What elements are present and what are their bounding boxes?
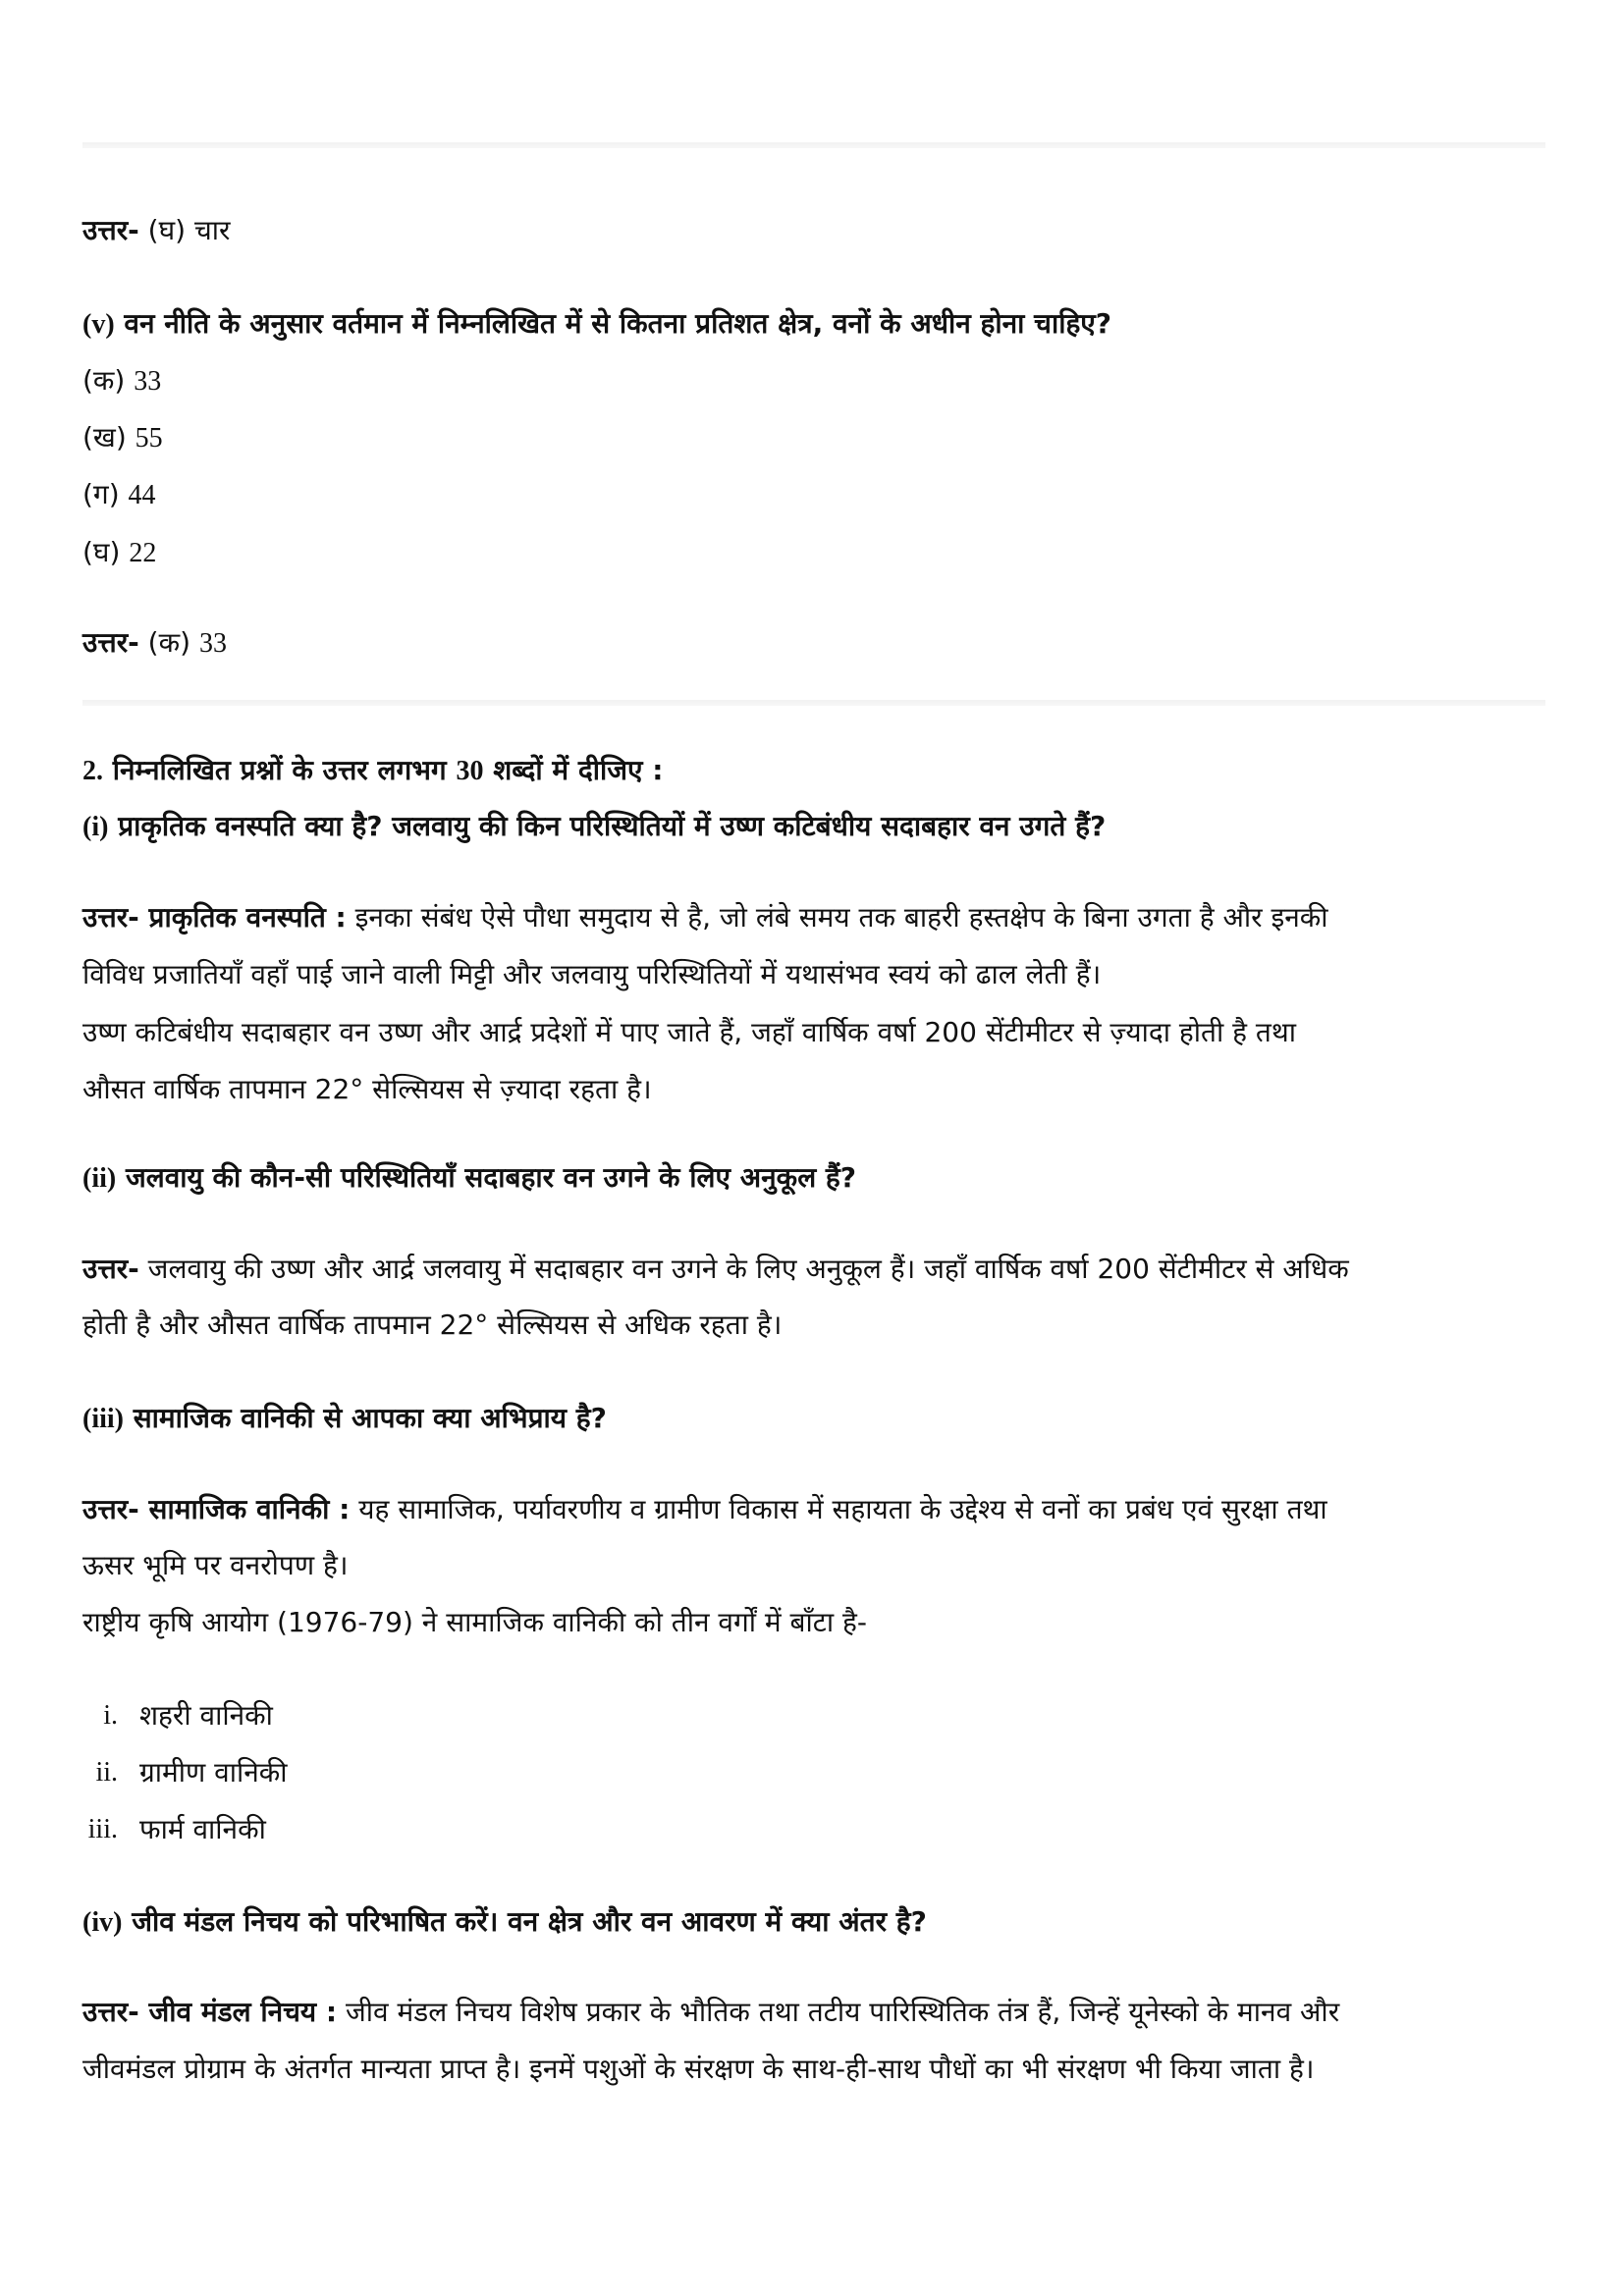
answer-v (82, 623, 227, 664)
question-text: वन नीति के अनुसार वर्तमान में निम्नलिखित में से कितना प्रतिशत क्षेत्र, वनों के अधीन होना चाहिए? (124, 307, 1112, 340)
list-number: i. (103, 1700, 118, 1731)
question-iii (82, 1399, 607, 1439)
option-value: 55 (135, 423, 163, 454)
section-number: 2. (82, 756, 103, 786)
question-i (82, 807, 1106, 847)
option-marker: (ख) (82, 421, 127, 454)
answer-ii-line-1 (82, 1250, 1349, 1289)
question-number: (v) (82, 309, 115, 340)
answer-value: 33 (198, 628, 227, 659)
answer-label: उत्तर- (82, 626, 139, 659)
option-marker: (ग) (82, 478, 120, 510)
answer-i-line-4: औसत वार्षिक तापमान 22° सेल्सियस से ज़्यादा रहता है। (82, 1073, 652, 1105)
option-marker: (क) (82, 364, 126, 397)
option-value: 44 (128, 480, 156, 510)
list-text: शहरी वानिकी (139, 1699, 273, 1732)
answer-option-marker: (क) (147, 626, 191, 659)
question-number: (iv) (82, 1907, 123, 1938)
list-text: ग्रामीण वानिकी (139, 1756, 288, 1789)
option-value: 33 (134, 366, 162, 397)
question-iv (82, 1902, 927, 1943)
answer-i-line-1 (82, 898, 1328, 937)
question-text: सामाजिक वानिकी से आपका क्या अभिप्राय है? (133, 1402, 607, 1434)
question-ii (82, 1158, 856, 1199)
section-divider (82, 700, 1545, 706)
answer-label: उत्तर- जीव मंडल निचय : (82, 1996, 338, 2028)
question-text: प्राकृतिक वनस्पति क्या है? जलवायु की किन परिस्थितियों में उष्ण कटिबंधीय सदाबहार वन उगते हैं? (118, 810, 1107, 842)
word-count: 30 (456, 756, 484, 786)
answer-i-line-2: विविध प्रजातियाँ वहाँ पाई जाने वाली मिट्टी और जलवायु परिस्थितियों में यथासंभव स्वयं को ढाल लेती हैं। (82, 958, 1102, 990)
question-v (82, 304, 1111, 345)
answer-iii-line-1 (82, 1490, 1327, 1529)
answer-label: उत्तर- (82, 214, 139, 246)
question-text: जलवायु की कौन-सी परिस्थितियाँ सदाबहार वन उगने के लिए अनुकूल हैं? (125, 1161, 857, 1194)
option-marker: (घ) (82, 536, 121, 568)
previous-answer (82, 211, 230, 250)
answer-iv-line-2: जीवमंडल प्रोग्राम के अंतर्गत मान्यता प्राप्त है। इनमें पशुओं के संरक्षण के साथ-ही-साथ पौधों का भी संरक्षण भी किया जाता है। (82, 2053, 1315, 2085)
answer-iii-line-3: राष्ट्रीय कृषि आयोग (1976-79) ने सामाजिक वानिकी को तीन वर्गों में बाँटा है- (82, 1606, 868, 1638)
section-divider-top (82, 142, 1545, 148)
answer-i-line-3: उष्ण कटिबंधीय सदाबहार वन उष्ण और आर्द्र प्रदेशों में पाए जाते हैं, जहाँ वार्षिक वर्षा 200 सेंटीमीटर से ज़्यादा होती है तथा (82, 1016, 1297, 1048)
answer-text: जीव मंडल निचय विशेष प्रकार के भौतिक तथा तटीय पारिस्थितिक तंत्र हैं, जिन्हें यूनेस्को के मानव और (345, 1996, 1340, 2028)
answer-text: यह सामाजिक, पर्यावरणीय व ग्रामीण विकास में सहायता के उद्देश्य से वनों का प्रबंध एवं सुरक्षा तथा (358, 1493, 1327, 1525)
answer-iii-line-2: ऊसर भूमि पर वनरोपण है। (82, 1549, 349, 1581)
answer-iv-line-1 (82, 1993, 1339, 2032)
section-heading-text: निम्नलिखित प्रश्नों के उत्तर लगभग (112, 754, 447, 786)
list-number: ii. (95, 1757, 118, 1788)
answer-text: जलवायु की उष्ण और आर्द्र जलवायु में सदाबहार वन उगने के लिए अनुकूल हैं। जहाँ वार्षिक वर्षा 200 सेंटीमीटर से अधिक (147, 1253, 1349, 1285)
answer-label: उत्तर- (82, 1253, 139, 1285)
question-number: (iii) (82, 1404, 124, 1434)
list-number: iii. (87, 1814, 118, 1844)
option-ka (82, 361, 161, 401)
answer-option-text: चार (193, 214, 231, 246)
answer-ii-line-2: होती है और औसत वार्षिक तापमान 22° सेल्सियस से अधिक रहता है। (82, 1308, 783, 1341)
section2-heading (82, 751, 664, 791)
list-text: फार्म वानिकी (139, 1813, 266, 1845)
answer-label: उत्तर- सामाजिक वानिकी : (82, 1493, 351, 1525)
section-heading-tail: शब्दों में दीजिए : (493, 754, 664, 786)
question-text: जीव मंडल निचय को परिभाषित करें। वन क्षेत्र और वन आवरण में क्या अंतर है? (132, 1905, 927, 1938)
option-ga (82, 475, 156, 515)
answer-label: उत्तर- प्राकृतिक वनस्पति : (82, 901, 347, 934)
answer-text: इनका संबंध ऐसे पौधा समुदाय से है, जो लंबे समय तक बाहरी हस्तक्षेप के बिना उगता है और इनकी (354, 901, 1328, 934)
question-number: (i) (82, 812, 109, 842)
option-gha (82, 533, 156, 573)
option-kha (82, 418, 163, 458)
question-number: (ii) (82, 1163, 117, 1194)
answer-option-marker: (घ) (147, 214, 187, 246)
option-value: 22 (129, 538, 157, 568)
